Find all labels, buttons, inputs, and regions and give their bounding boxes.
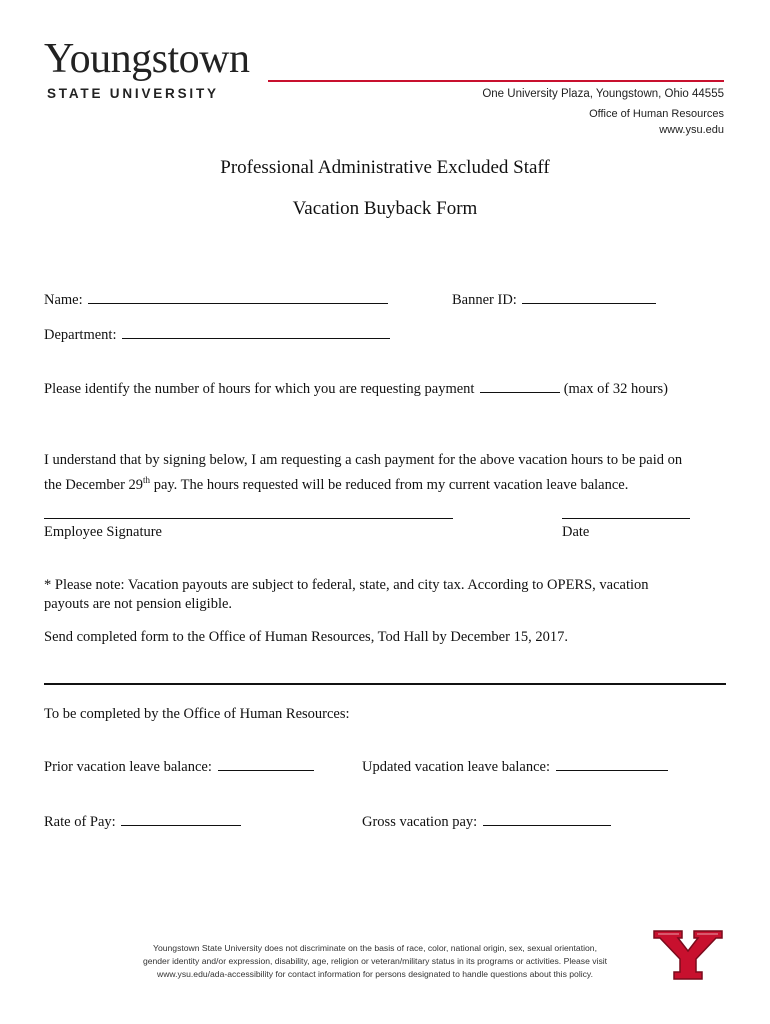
updated-balance-field xyxy=(362,757,668,777)
letterhead xyxy=(0,0,770,140)
prior-balance-blank[interactable] xyxy=(218,757,314,771)
agreement-line-2-start: the December 29 xyxy=(44,476,144,493)
footer-line-2: gender identity and/or expression, disability, age, religion or veteran/military status in its programs or activities. Please visit xyxy=(142,956,608,966)
university-logo-wordmark: Youngstown xyxy=(44,36,250,82)
office-name: Office of Human Resources xyxy=(589,108,724,120)
hours-blank[interactable] xyxy=(480,379,560,393)
rate-of-pay-field xyxy=(44,812,241,832)
agreement-line-1: I understand that by signing below, I am requesting a cash payment for the above vacation hours to be paid on xyxy=(44,452,683,468)
form-subtitle: Vacation Buyback Form xyxy=(292,198,478,219)
footer-line-3: www.ysu.edu/ada-accessibility for contact information for persons designated to handle questions about this policy. xyxy=(157,969,593,979)
name-label: Name: xyxy=(44,292,83,308)
name-field xyxy=(44,290,388,310)
hours-request-line xyxy=(44,379,668,399)
hours-prompt: Please identify the number of hours for which you are requesting payment xyxy=(44,381,475,397)
gross-vacation-pay-blank[interactable] xyxy=(483,812,611,826)
university-website: www.ysu.edu xyxy=(659,124,724,136)
name-blank[interactable] xyxy=(88,290,388,304)
department-blank[interactable] xyxy=(122,325,390,339)
hr-section-heading: To be completed by the Office of Human Resources: xyxy=(44,706,350,722)
department-label: Department: xyxy=(44,327,117,343)
section-divider xyxy=(44,683,726,685)
date-line[interactable] xyxy=(562,518,690,519)
tax-note-line-2: payouts are not pension eligible. xyxy=(44,596,233,612)
prior-balance-field xyxy=(44,757,314,777)
gross-vacation-pay-field xyxy=(362,812,611,832)
banner-id-blank[interactable] xyxy=(522,290,656,304)
gross-vacation-pay-label: Gross vacation pay: xyxy=(362,814,478,830)
banner-id-label: Banner ID: xyxy=(452,292,517,308)
employee-signature-line[interactable] xyxy=(44,518,453,519)
prior-balance-label: Prior vacation leave balance: xyxy=(44,759,212,775)
ordinal-suffix: th xyxy=(143,475,151,485)
employee-signature-label: Employee Signature xyxy=(44,524,162,540)
rate-of-pay-blank[interactable] xyxy=(121,812,241,826)
date-label: Date xyxy=(562,524,590,540)
updated-balance-blank[interactable] xyxy=(556,757,668,771)
ysu-y-logo xyxy=(652,929,724,981)
nondiscrimination-notice xyxy=(100,942,650,981)
form-title: Professional Administrative Excluded Staff xyxy=(220,157,550,178)
updated-balance-label: Updated vacation leave balance: xyxy=(362,759,550,775)
agreement-line-2-end: pay. The hours requested will be reduced from my current vacation leave balance. xyxy=(150,476,629,493)
tax-note-line-1: * Please note: Vacation payouts are subject to federal, state, and city tax. According to OPERS, vacation xyxy=(44,577,649,593)
agreement-line-2 xyxy=(44,470,628,495)
banner-id-field xyxy=(452,290,656,310)
department-field xyxy=(44,325,390,345)
ysu-y-logo-icon xyxy=(652,929,724,981)
letterhead-red-rule xyxy=(268,80,724,82)
rate-of-pay-label: Rate of Pay: xyxy=(44,814,116,830)
submission-instructions: Send completed form to the Office of Human Resources, Tod Hall by December 15, 2017. xyxy=(44,629,568,645)
hours-max-note: (max of 32 hours) xyxy=(563,381,668,397)
university-logo-subtitle: STATE UNIVERSITY xyxy=(47,86,219,101)
footer-line-1: Youngstown State University does not discriminate on the basis of race, color, national origin, sex, sexual orientation, xyxy=(153,943,597,953)
university-address: One University Plaza, Youngstown, Ohio 44555 xyxy=(482,88,724,100)
